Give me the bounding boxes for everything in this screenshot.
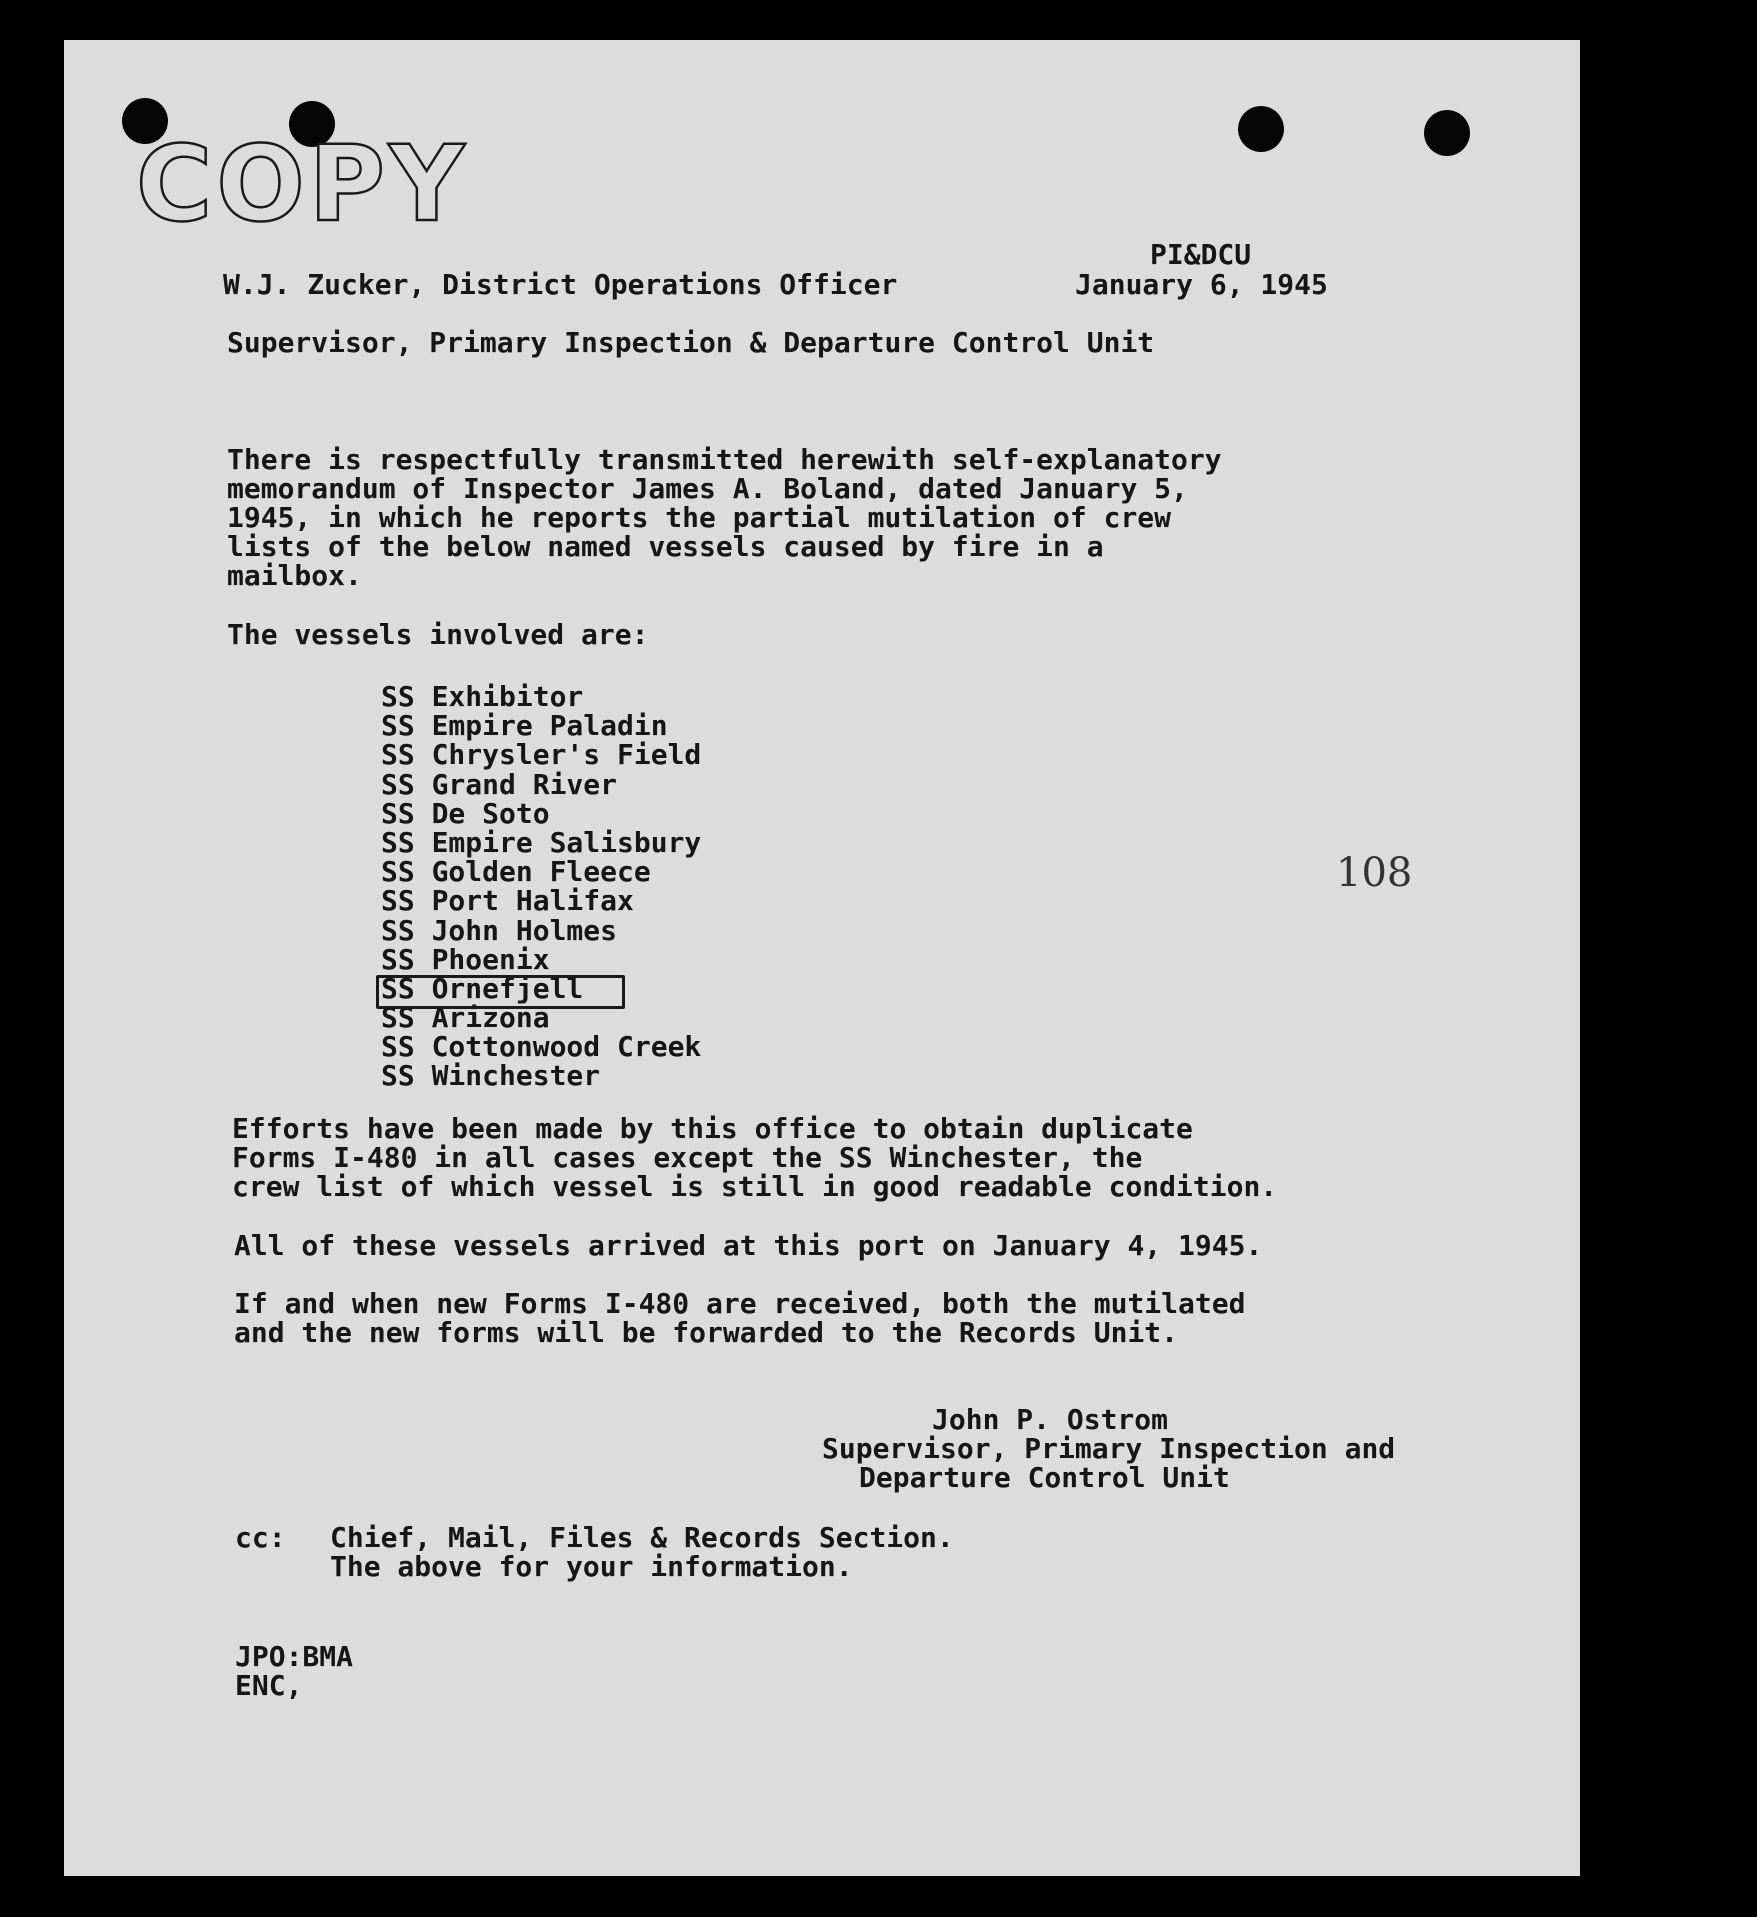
vessel-item: SS De Soto: [381, 796, 550, 830]
cc-label: cc:: [235, 1521, 286, 1554]
cc-line-2: The above for your information.: [330, 1550, 853, 1583]
document-date: January 6, 1945: [1075, 268, 1328, 301]
forwarding-paragraph: If and when new Forms I-480 are received, both the mutilated and the new forms will be forwarded to the Records Unit.: [234, 1287, 1246, 1349]
vessel-item: SS Phoenix: [381, 942, 550, 976]
transmittal-paragraph: There is respectfully transmitted herewith self-explanatory memorandum of Inspector James A. Boland, dated January 5, 1945, in which he reports the partial mutilation of crew lists of the below named vessels caused by fire in a mailbox.: [227, 443, 1222, 592]
vessel-item-boxed: SS Ornefjell: [381, 971, 584, 1005]
vessel-item: SS Exhibitor: [381, 680, 584, 713]
enclosure-note: ENC,: [235, 1669, 303, 1702]
vessel-item: SS John Holmes: [381, 913, 618, 947]
vessel-item: SS Winchester: [381, 1059, 601, 1093]
page-number: 108: [1336, 850, 1413, 896]
vessel-item: SS Port Halifax: [381, 884, 634, 918]
vessel-item: SS Chrysler's Field: [381, 738, 702, 772]
vessel-item: SS Empire Salisbury: [381, 825, 702, 859]
punch-hole-4: [1424, 110, 1470, 156]
vessel-list: [381, 682, 701, 1091]
document-page: [64, 40, 1580, 1876]
vessel-item: SS Arizona: [381, 1001, 550, 1035]
punch-hole-3: [1238, 106, 1284, 152]
to-line: Supervisor, Primary Inspection & Departure Control Unit: [227, 326, 1155, 359]
from-line: W.J. Zucker, District Operations Officer: [223, 268, 898, 301]
hand-drawn-box: [376, 975, 625, 1009]
signer-name: John P. Ostrom: [932, 1403, 1169, 1436]
copy-stamp: COPY: [136, 123, 469, 245]
signer-title-1: Supervisor, Primary Inspection and: [822, 1432, 1396, 1465]
efforts-paragraph: Efforts have been made by this office to obtain duplicate Forms I-480 in all cases except the SS Winchester, the crew list of which vessel is still in good readable condition.: [232, 1112, 1278, 1203]
reference-initials: JPO:BMA: [235, 1640, 354, 1673]
vessel-item: SS Golden Fleece: [381, 855, 651, 889]
arrival-paragraph: All of these vessels arrived at this port on January 4, 1945.: [234, 1229, 1263, 1262]
signer-title-2: Departure Control Unit: [859, 1461, 1230, 1494]
vessels-intro: The vessels involved are:: [227, 618, 649, 651]
cc-line-1: Chief, Mail, Files & Records Section.: [330, 1521, 954, 1554]
vessel-item: SS Grand River: [381, 767, 618, 801]
vessel-item: SS Empire Paladin: [381, 709, 668, 743]
vessel-item: SS Cottonwood Creek: [381, 1030, 702, 1064]
unit-code: PI&DCU: [1150, 238, 1252, 271]
